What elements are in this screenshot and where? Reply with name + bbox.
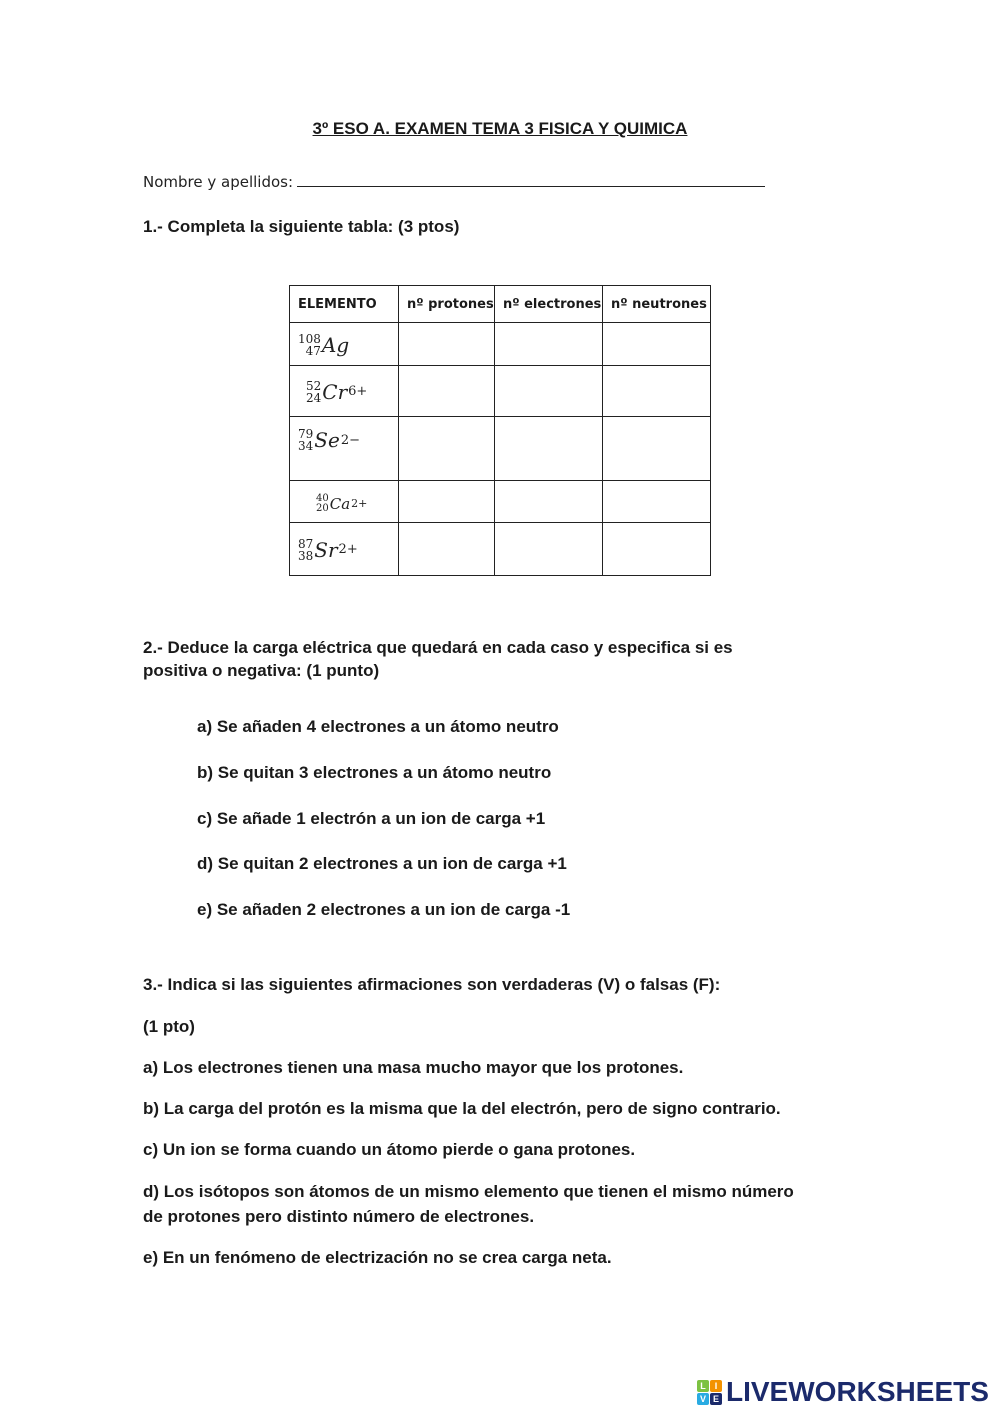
q3-heading: 3.- Indica si las siguientes afirmaciones son verdaderas (V) o falsas (F): <box>143 975 721 994</box>
electrones-cell[interactable] <box>495 481 603 523</box>
q3-item-b: b) La carga del protón es la misma que la del electrón, pero de signo contrario. <box>143 1099 781 1118</box>
protones-cell[interactable] <box>399 523 495 576</box>
mass-number: 79 <box>298 427 314 441</box>
elements-table <box>289 285 711 576</box>
table-header-row <box>290 286 711 323</box>
element-symbol: Ag <box>321 332 350 357</box>
q2-item-c: c) Se añade 1 electrón a un ion de carga +1 <box>197 809 546 828</box>
q3-item-e: e) En un fenómeno de electrización no se crea carga neta. <box>143 1248 612 1267</box>
header-protones: nº protones <box>399 286 495 323</box>
element-symbol: Cr <box>322 379 348 404</box>
name-label: Nombre y apellidos: <box>143 173 294 191</box>
name-blank <box>297 172 765 187</box>
liveworksheets-logo <box>697 1376 989 1408</box>
atomic-number: 47 <box>305 343 321 358</box>
element-symbol: Sr <box>314 537 338 562</box>
q2-heading-line2: positiva o negativa: (1 punto) <box>143 661 380 680</box>
logo-text: LIVEWORKSHEETS <box>726 1376 989 1407</box>
electrones-cell[interactable] <box>495 523 603 576</box>
table-row <box>290 417 711 481</box>
isotope-ca <box>316 494 367 514</box>
element-symbol: Ca <box>329 494 351 513</box>
neutrones-cell[interactable] <box>603 366 711 417</box>
table-row <box>290 366 711 417</box>
protones-cell[interactable] <box>399 366 495 417</box>
neutrones-cell[interactable] <box>603 523 711 576</box>
logo-mark-icon <box>697 1380 722 1405</box>
header-neutrones: nº neutrones <box>603 286 711 323</box>
q3-item-d-line1: d) Los isótopos son átomos de un mismo elemento que tienen el mismo número <box>143 1182 794 1201</box>
q2-item-d: d) Se quitan 2 electrones a un ion de carga +1 <box>197 854 567 873</box>
mass-number: 87 <box>298 536 314 551</box>
mass-number: 108 <box>298 331 321 346</box>
neutrones-cell[interactable] <box>603 481 711 523</box>
q3-item-d-line2: de protones pero distinto número de electrones. <box>143 1207 535 1226</box>
table-row <box>290 323 711 366</box>
isotope-ag <box>298 333 349 357</box>
exam-title: 3º ESO A. EXAMEN TEMA 3 FISICA Y QUIMICA <box>312 119 688 138</box>
q2-item-e: e) Se añaden 2 electrones a un ion de carga -1 <box>197 900 571 919</box>
ion-charge: 6+ <box>348 384 368 399</box>
electrones-cell[interactable] <box>495 366 603 417</box>
element-cell <box>290 323 399 366</box>
element-cell <box>290 366 399 417</box>
mass-number: 52 <box>306 378 322 393</box>
q3-item-c: c) Un ion se forma cuando un átomo pierde o gana protones. <box>143 1140 636 1159</box>
neutrones-cell[interactable] <box>603 417 711 481</box>
header-electrones: nº electrones <box>495 286 603 323</box>
atomic-number: 38 <box>298 548 314 563</box>
logo-letter: V <box>697 1393 709 1405</box>
element-cell <box>290 523 399 576</box>
neutrones-cell[interactable] <box>603 323 711 366</box>
logo-letter: I <box>710 1380 722 1392</box>
atomic-number: 24 <box>306 390 322 405</box>
q2-heading-line1: 2.- Deduce la carga eléctrica que quedará en cada caso y especifica si es <box>143 638 733 657</box>
table-row <box>290 481 711 523</box>
atomic-number: 34 <box>298 439 314 453</box>
q3-item-a: a) Los electrones tienen una masa mucho mayor que los protones. <box>143 1058 684 1077</box>
electrones-cell[interactable] <box>495 417 603 481</box>
protones-cell[interactable] <box>399 417 495 481</box>
ion-charge: 2+ <box>351 497 368 510</box>
isotope-cr <box>306 380 367 404</box>
ion-charge: 2+ <box>338 542 358 557</box>
header-elemento: ELEMENTO <box>290 286 399 323</box>
electrones-cell[interactable] <box>495 323 603 366</box>
logo-letter: L <box>697 1380 709 1392</box>
isotope-se <box>298 428 360 452</box>
q3-points: (1 pto) <box>143 1017 195 1036</box>
q2-item-b: b) Se quitan 3 electrones a un átomo neutro <box>197 763 552 782</box>
element-cell <box>290 481 399 523</box>
logo-letter: E <box>710 1393 722 1405</box>
protones-cell[interactable] <box>399 323 495 366</box>
q1-heading: 1.- Completa la siguiente tabla: (3 ptos) <box>143 217 460 236</box>
protones-cell[interactable] <box>399 481 495 523</box>
atomic-number: 20 <box>316 502 329 514</box>
q2-item-a: a) Se añaden 4 electrones a un átomo neutro <box>197 717 559 736</box>
ion-charge: 2− <box>340 432 360 448</box>
name-line <box>143 172 765 191</box>
table-row <box>290 523 711 576</box>
element-cell <box>290 417 399 481</box>
isotope-sr <box>298 538 358 562</box>
element-symbol: Se <box>314 428 340 452</box>
mass-number: 40 <box>316 492 329 504</box>
